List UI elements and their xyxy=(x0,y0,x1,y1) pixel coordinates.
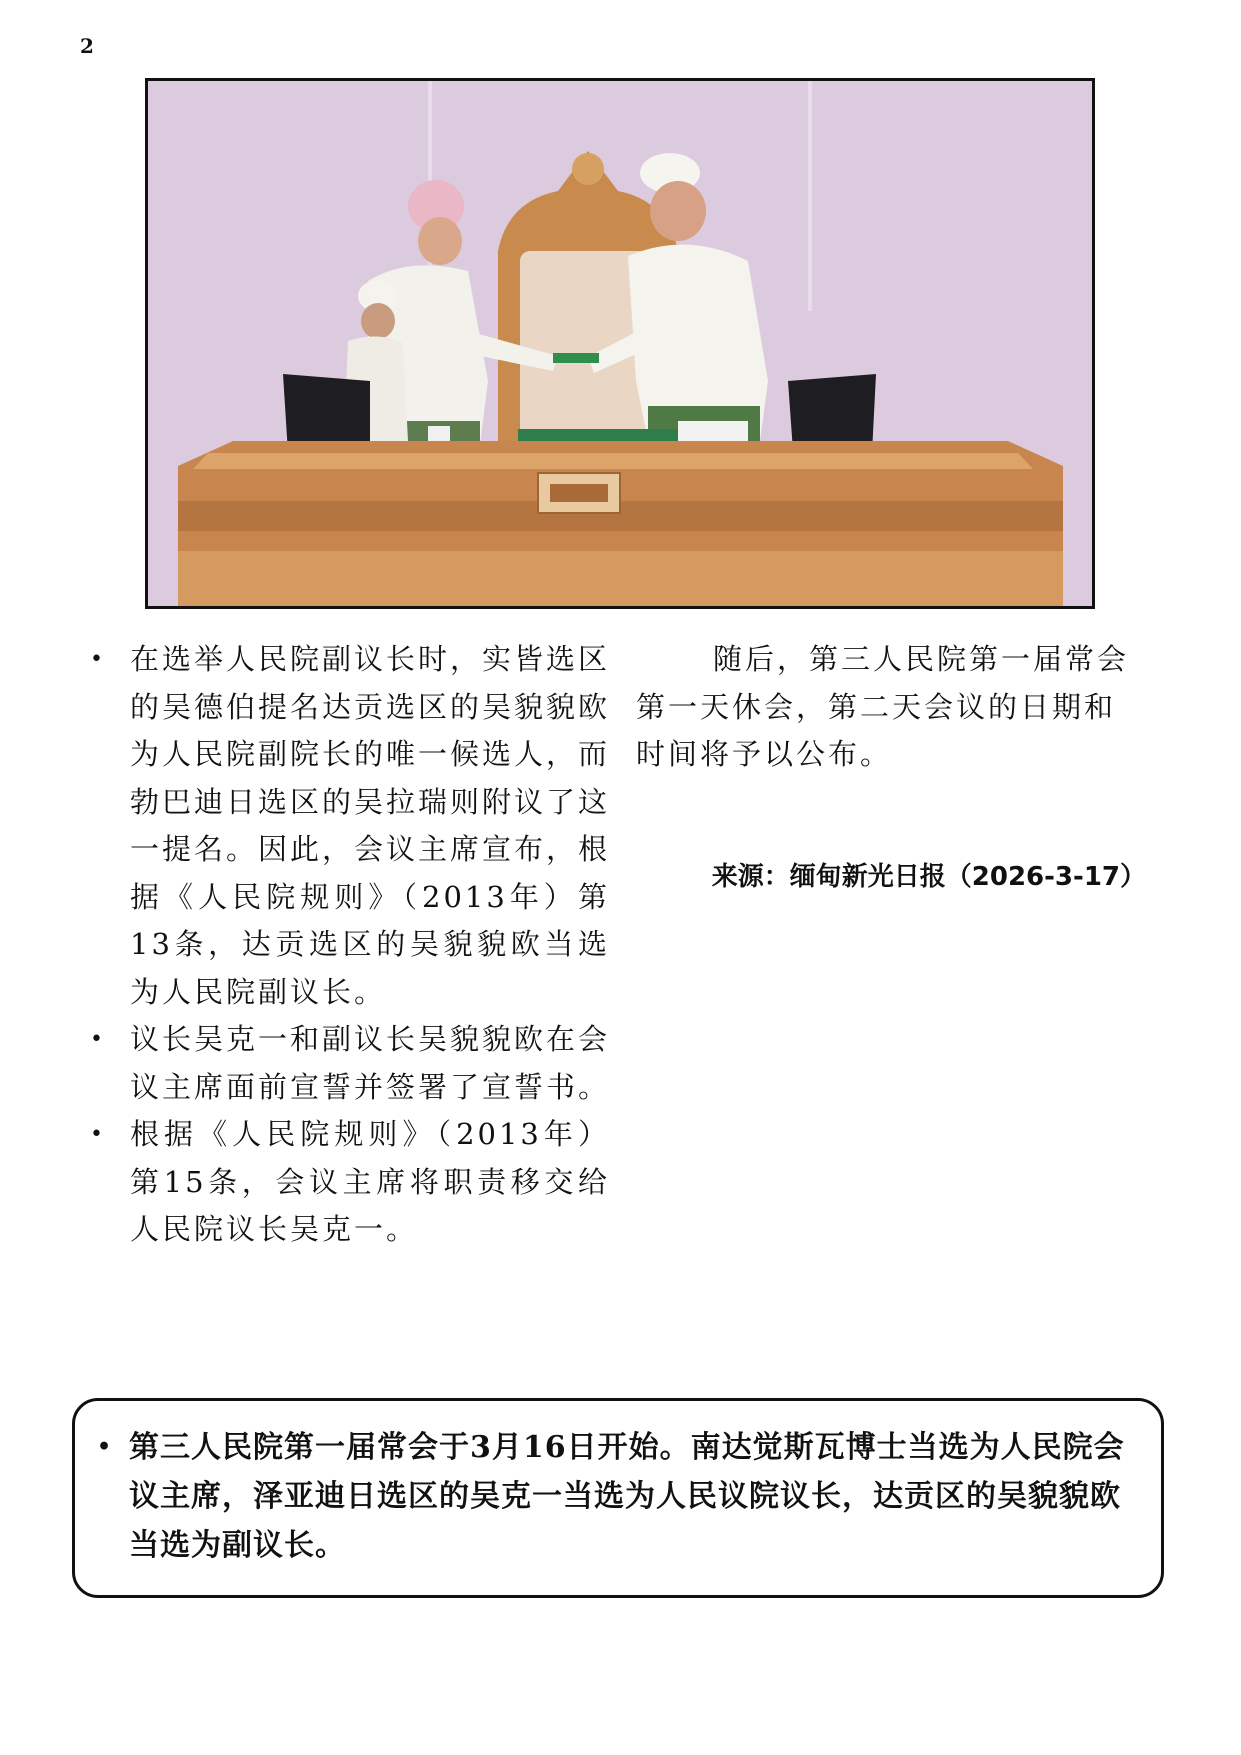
summary-text: • 第三人民院第一届常会于3月16日开始。南达觉斯瓦博士当选为人民院会议主席，泽亚迪日选区的吴克一当选为人民议院议长，达贡区的吴貌貌欧当选为副议长。 xyxy=(91,1423,1131,1570)
parliament-photo xyxy=(145,78,1095,609)
bullet-item: • 在选举人民院副议长时，实皆选区的吴德伯提名达贡选区的吴貌貌欧为人民院副院长的唯一候选人，而勃巴迪日选区的吴拉瑞则附议了这一提名。因此，会议主席宣布，根据《人民院规则》（2013年）第13条，达贡选区的吴貌貌欧当选为人民院副议长。 xyxy=(80,636,610,1016)
wooden-desk xyxy=(178,441,1063,606)
page-number: 2 xyxy=(80,34,94,58)
right-column-paragraph: 随后，第三人民院第一届常会第一天休会，第二天会议的日期和时间将予以公布。 xyxy=(636,642,1130,771)
summary-box xyxy=(72,1398,1164,1598)
bullet-item: • 议长吴克一和副议长吴貌貌欧在会议主席面前宣誓并签署了宣誓书。 xyxy=(80,1016,610,1111)
green-folder xyxy=(553,353,599,363)
bullet-item: • 根据《人民院规则》（2013年）第15条，会议主席将职责移交给人民院议长吴克一。 xyxy=(80,1111,610,1254)
source-citation: 来源：缅甸新光日报（2026-3-17） xyxy=(711,862,1146,892)
left-column xyxy=(80,636,610,1254)
